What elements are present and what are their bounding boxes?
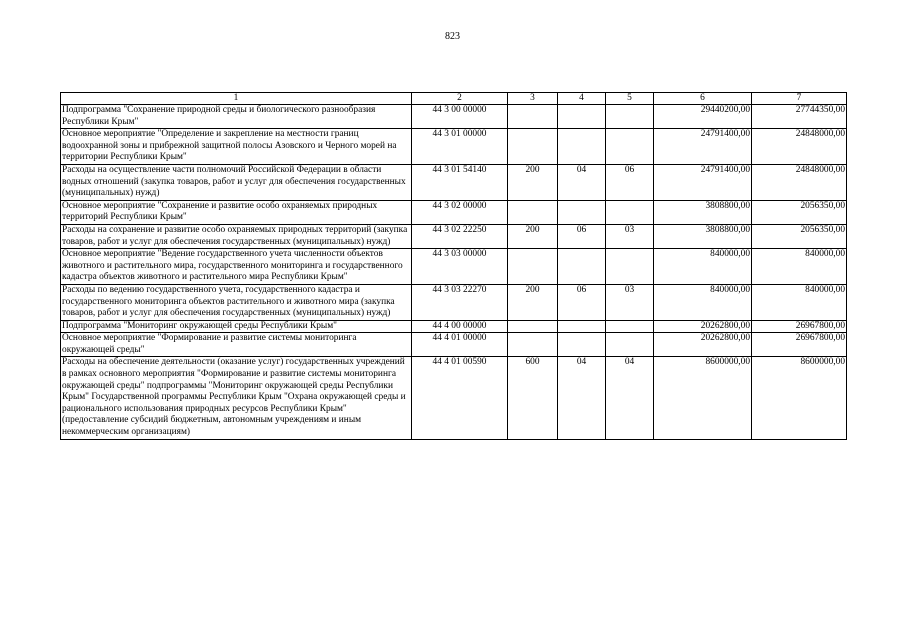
column-header: 5 [606,93,654,105]
table-row [61,249,847,285]
row-expense-type [508,249,558,285]
row-code: 44 4 01 00000 [412,333,508,357]
row-description: Основное мероприятие "Сохранение и развитие особо охраняемых природных территорий Республики Крым" [61,200,412,224]
row-expense-type: 200 [508,164,558,200]
row-subsection [606,320,654,333]
row-amount-col6: 3808800,00 [654,224,752,248]
table-row [61,357,847,439]
row-subsection [606,333,654,357]
row-description: Расходы на обеспечение деятельности (оказание услуг) государственных учреждений в рамках основного мероприятия "Формирование и развитие системы мониторинга окружающей среды" подпрограммы "Мониторинг окружающей среды Республики Крым" Государственной программы Республики Крым "Охрана окружающей среды и рационального использования природных ресурсов Республики Крым" (предоставление субсидий бюджетным, автономным учреждениям и иным некоммерческим организациям) [61,357,412,439]
header-row [61,93,847,105]
row-subsection: 04 [606,357,654,439]
row-amount-col7: 24848000,00 [752,164,847,200]
row-section: 04 [558,164,606,200]
column-header: 4 [558,93,606,105]
page-number: 823 [445,31,460,42]
row-subsection [606,105,654,129]
row-subsection: 03 [606,224,654,248]
row-amount-col6: 20262800,00 [654,320,752,333]
row-amount-col7: 27744350,00 [752,105,847,129]
column-header: 7 [752,93,847,105]
row-amount-col7: 26967800,00 [752,333,847,357]
row-section: 06 [558,284,606,320]
row-expense-type [508,333,558,357]
row-code: 44 3 03 22270 [412,284,508,320]
row-expense-type: 200 [508,284,558,320]
row-section [558,105,606,129]
row-description: Основное мероприятие "Ведение государственного учета численности объектов животного и растительного мира, государственного мониторинга и государственного кадастра объектов животного и растительного мира Республики Крым" [61,249,412,285]
row-description: Расходы на осуществление части полномочий Российской Федерации в области водных отношений (закупка товаров, работ и услуг для обеспечения государственных (муниципальных) нужд) [61,164,412,200]
table-row [61,200,847,224]
row-section [558,333,606,357]
row-expense-type: 600 [508,357,558,439]
row-amount-col6: 29440200,00 [654,105,752,129]
row-code: 44 3 03 00000 [412,249,508,285]
row-description: Расходы по ведению государственного учета, государственного кадастра и государственного мониторинга объектов растительного и животного мира (закупка товаров, работ и услуг для обеспечения государственных (муниципальных) нужд) [61,284,412,320]
row-description: Основное мероприятие "Формирование и развитие системы мониторинга окружающей среды" [61,333,412,357]
row-amount-col7: 2056350,00 [752,200,847,224]
row-amount-col6: 20262800,00 [654,333,752,357]
table-row [61,129,847,165]
row-subsection [606,129,654,165]
row-amount-col6: 840000,00 [654,284,752,320]
row-code: 44 3 02 00000 [412,200,508,224]
row-section [558,249,606,285]
row-expense-type [508,320,558,333]
row-section: 06 [558,224,606,248]
budget-table [60,92,847,440]
column-header: 6 [654,93,752,105]
table-row [61,224,847,248]
row-amount-col6: 8600000,00 [654,357,752,439]
table-row [61,284,847,320]
row-description: Подпрограмма "Сохранение природной среды и биологического разнообразия Республики Крым" [61,105,412,129]
row-code: 44 3 00 00000 [412,105,508,129]
row-description: Подпрограмма "Мониторинг окружающей среды Республики Крым" [61,320,412,333]
row-section [558,129,606,165]
row-description: Расходы на сохранение и развитие особо охраняемых природных территорий (закупка товаров, работ и услуг для обеспечения государственных (муниципальных) нужд) [61,224,412,248]
row-subsection [606,200,654,224]
row-subsection: 06 [606,164,654,200]
row-expense-type: 200 [508,224,558,248]
table-row [61,320,847,333]
row-amount-col6: 840000,00 [654,249,752,285]
row-amount-col6: 24791400,00 [654,129,752,165]
row-section [558,200,606,224]
row-code: 44 3 02 22250 [412,224,508,248]
row-amount-col7: 2056350,00 [752,224,847,248]
column-header: 1 [61,93,412,105]
row-subsection: 03 [606,284,654,320]
row-expense-type [508,129,558,165]
row-code: 44 4 01 00590 [412,357,508,439]
row-amount-col6: 3808800,00 [654,200,752,224]
row-amount-col7: 840000,00 [752,249,847,285]
column-header: 3 [508,93,558,105]
table-row [61,333,847,357]
row-subsection [606,249,654,285]
row-expense-type [508,105,558,129]
table-row [61,164,847,200]
row-expense-type [508,200,558,224]
row-amount-col7: 840000,00 [752,284,847,320]
row-amount-col7: 26967800,00 [752,320,847,333]
table-row [61,105,847,129]
row-description: Основное мероприятие "Определение и закрепление на местности границ водоохранной зоны и прибрежной защитной полосы Азовского и Черного морей на территории Республики Крым" [61,129,412,165]
row-code: 44 3 01 54140 [412,164,508,200]
column-header: 2 [412,93,508,105]
row-section: 04 [558,357,606,439]
row-code: 44 4 00 00000 [412,320,508,333]
row-amount-col6: 24791400,00 [654,164,752,200]
row-code: 44 3 01 00000 [412,129,508,165]
row-amount-col7: 8600000,00 [752,357,847,439]
row-section [558,320,606,333]
row-amount-col7: 24848000,00 [752,129,847,165]
